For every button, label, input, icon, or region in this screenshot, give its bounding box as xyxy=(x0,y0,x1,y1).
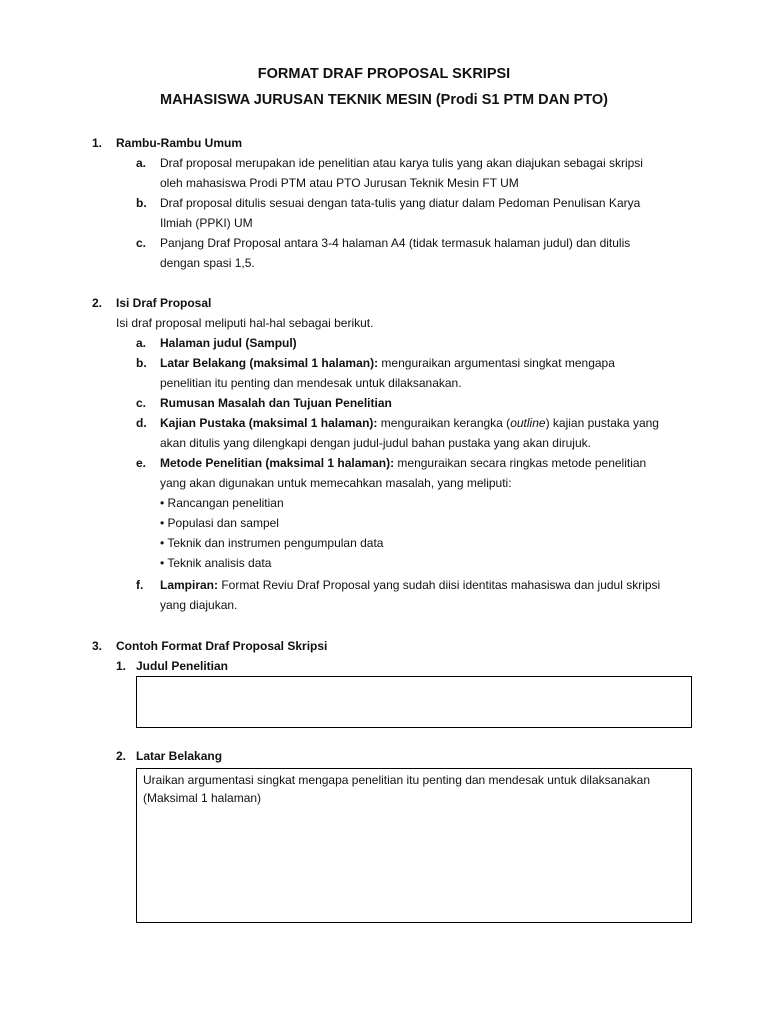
s2-b-bold: Latar Belakang (maksimal 1 halaman): xyxy=(160,356,379,370)
bullet-icon: • xyxy=(160,556,165,570)
latar-belakang-box-line2: (Maksimal 1 halaman) xyxy=(143,791,262,805)
s1-c-label: c. xyxy=(136,236,147,250)
s2-b-rest: menguraikan argumentasi singkat mengapa xyxy=(378,356,615,370)
section3-number: 3. xyxy=(92,639,103,653)
doc-title-line1: FORMAT DRAF PROPOSAL SKRIPSI xyxy=(257,66,511,82)
s2-d-italic: outline xyxy=(510,416,546,430)
bullet-icon: • xyxy=(160,496,165,510)
section2-number: 2. xyxy=(92,296,103,310)
sub2-number: 2. xyxy=(116,749,127,763)
s2-c-text: Rumusan Masalah dan Tujuan Penelitian xyxy=(160,396,392,410)
s2-f-rest: Format Reviu Draf Proposal yang sudah diisi identitas mahasiswa dan judul skripsi xyxy=(218,578,661,592)
s1-c-line1: Panjang Draf Proposal antara 3-4 halaman A4 (tidak termasuk halaman judul) dan ditulis xyxy=(160,236,631,250)
doc-title-line2: MAHASISWA JURUSAN TEKNIK MESIN (Prodi S1 PTM DAN PTO) xyxy=(160,92,608,108)
s2-a-text: Halaman judul (Sampul) xyxy=(160,336,297,350)
s2-f-line1 xyxy=(160,575,660,595)
s2-a-label: a. xyxy=(136,336,147,350)
s2-e-label: e. xyxy=(136,456,147,470)
s1-b-line2: Ilmiah (PPKI) UM xyxy=(160,216,253,230)
bullet-icon: • xyxy=(160,516,165,530)
s2-f-label: f. xyxy=(136,578,144,592)
s2-b-line2: penelitian itu penting dan mendesak untuk dilaksanakan. xyxy=(160,376,462,390)
bullet-item: • Teknik dan instrumen pengumpulan data xyxy=(160,536,384,550)
s1-a-label: a. xyxy=(136,156,147,170)
s2-f-bold: Lampiran: xyxy=(160,578,219,592)
section1-heading: Rambu-Rambu Umum xyxy=(116,136,243,150)
s2-d-line1 xyxy=(160,413,659,433)
latar-belakang-box[interactable] xyxy=(136,768,692,923)
s2-e-line2: yang akan digunakan untuk memecahkan masalah, yang meliputi: xyxy=(160,476,512,490)
s2-d-pre: menguraikan kerangka ( xyxy=(377,416,511,430)
bullet-item: • Rancangan penelitian xyxy=(160,496,284,510)
s2-e-rest: menguraikan secara ringkas metode penelitian xyxy=(394,456,647,470)
s1-c-line2: dengan spasi 1,5. xyxy=(160,256,255,270)
bullet-item: • Populasi dan sampel xyxy=(160,516,279,530)
bullet-item: • Teknik analisis data xyxy=(160,556,272,570)
s2-e-line1 xyxy=(160,453,646,473)
latar-belakang-box-line1: Uraikan argumentasi singkat mengapa penelitian itu penting dan mendesak untuk dilaksanakan xyxy=(143,773,650,787)
section3-heading: Contoh Format Draf Proposal Skripsi xyxy=(116,639,328,653)
s1-b-line1: Draf proposal ditulis sesuai dengan tata-tulis yang diatur dalam Pedoman Penulisan Karya xyxy=(160,196,641,210)
section1-number: 1. xyxy=(92,136,103,150)
s2-f-line2: yang diajukan. xyxy=(160,598,238,612)
s2-b-label: b. xyxy=(136,356,147,370)
judul-penelitian-box[interactable] xyxy=(136,676,692,728)
sub2-label: Latar Belakang xyxy=(136,749,223,763)
s2-d-post: ) kajian pustaka yang xyxy=(545,416,659,430)
section2-intro: Isi draf proposal meliputi hal-hal sebagai berikut. xyxy=(116,316,374,330)
s2-c-label: c. xyxy=(136,396,147,410)
s2-d-label: d. xyxy=(136,416,147,430)
section2-heading: Isi Draf Proposal xyxy=(116,296,212,310)
bullet-icon: • xyxy=(160,536,165,550)
s2-d-line2: akan ditulis yang dilengkapi dengan judul-judul bahan pustaka yang akan dirujuk. xyxy=(160,436,591,450)
sub1-label: Judul Penelitian xyxy=(136,659,229,673)
s1-a-line2: oleh mahasiswa Prodi PTM atau PTO Jurusan Teknik Mesin FT UM xyxy=(160,176,519,190)
s1-b-label: b. xyxy=(136,196,147,210)
s2-e-bold: Metode Penelitian (maksimal 1 halaman): xyxy=(160,456,395,470)
s2-b-line1 xyxy=(160,353,615,373)
s2-d-bold: Kajian Pustaka (maksimal 1 halaman): xyxy=(160,416,378,430)
sub1-number: 1. xyxy=(116,659,127,673)
s1-a-line1: Draf proposal merupakan ide penelitian atau karya tulis yang akan diajukan sebagai skripsi xyxy=(160,156,643,170)
